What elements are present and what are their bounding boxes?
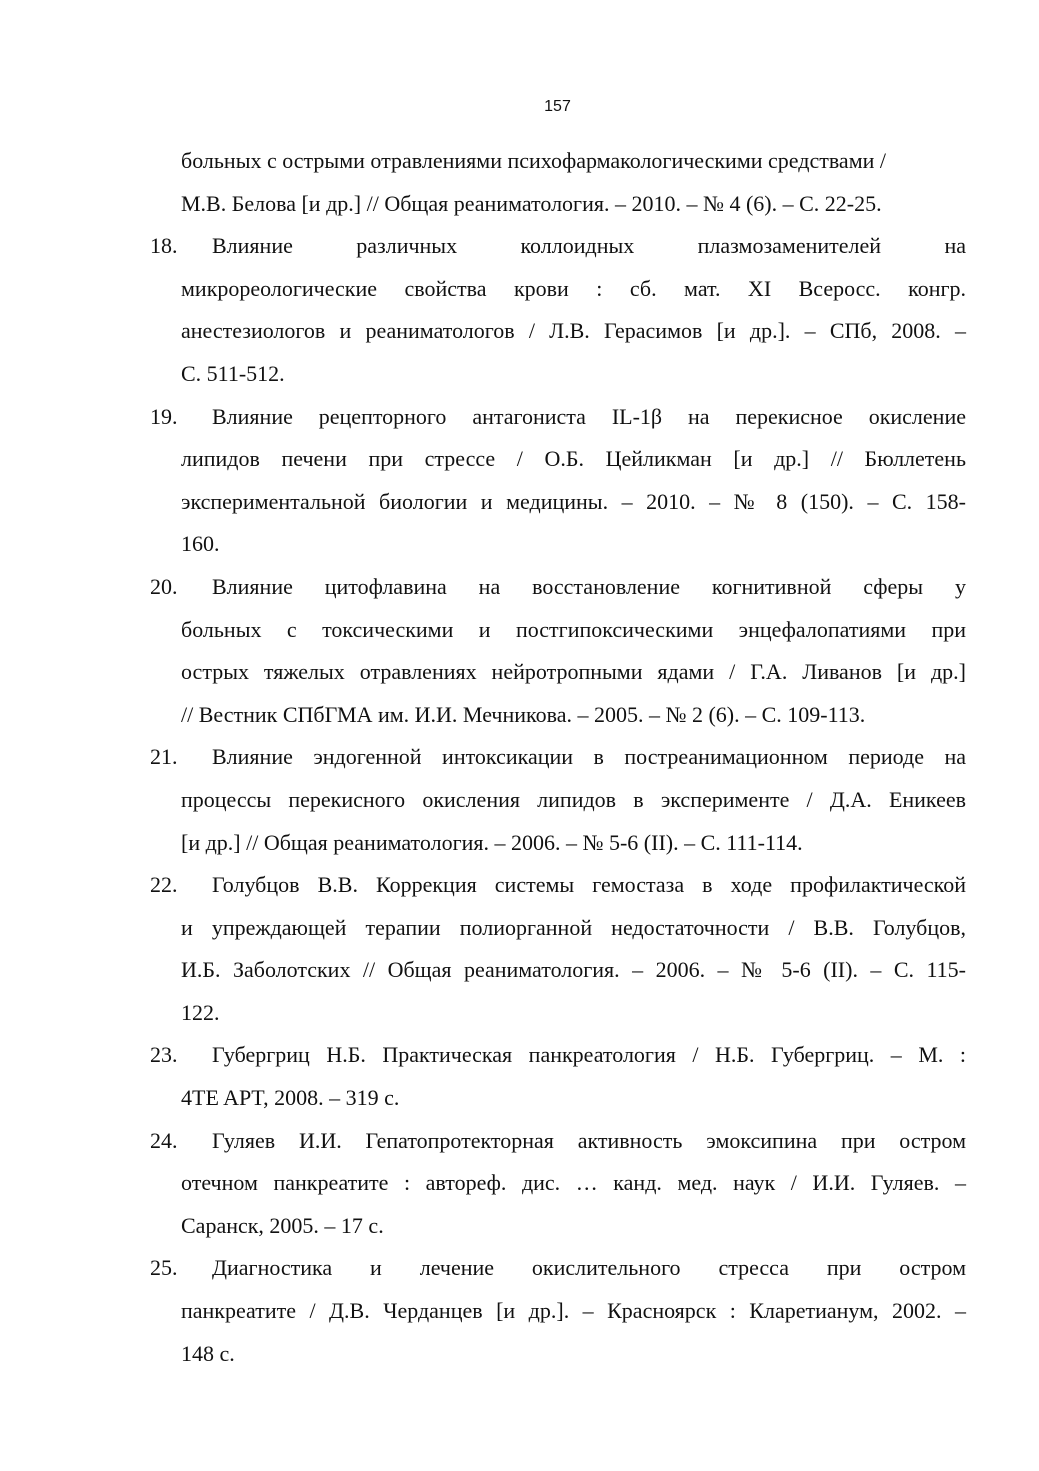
reference-text-line: Голубцов В.В. Коррекция системы гемостаза в ходе профилактической (212, 872, 966, 898)
reference-entry (150, 1120, 966, 1248)
continuation-line: М.В. Белова [и др.] // Общая реаниматология. – 2010. – № 4 (6). – С. 22-25. (181, 190, 882, 216)
reference-text-line: панкреатите / Д.В. Черданцев [и др.]. – Красноярск : Кларетианум, 2002. – (181, 1298, 966, 1324)
reference-number: 18. (150, 233, 178, 259)
reference-text-line: Влияние рецепторного антагониста IL-1β на перекисное окисление (212, 403, 966, 429)
reference-text-line: липидов печени при стрессе / О.Б. Цейликман [и др.] // Бюллетень (181, 446, 966, 472)
reference-number: 20. (150, 573, 178, 599)
page-number: 157 (544, 98, 571, 115)
reference-text-line: и упреждающей терапии полиорганной недостаточности / В.В. Голубцов, (181, 914, 966, 940)
reference-text-line: 160. (181, 531, 220, 557)
reference-number: 19. (150, 403, 178, 429)
reference-text-line: экспериментальной биологии и медицины. – 2010. – № 8 (150). – С. 158- (181, 488, 966, 514)
reference-text-line: 148 с. (181, 1340, 235, 1366)
reference-text-line: микрореологические свойства крови : сб. мат. XI Всеросс. конгр. (181, 275, 966, 301)
reference-entry (150, 566, 966, 736)
reference-text-line: Гуляев И.И. Гепатопротекторная активность эмоксипина при остром (212, 1127, 966, 1153)
reference-text-line: процессы перекисного окисления липидов в эксперименте / Д.А. Еникеев (181, 786, 966, 812)
reference-text-line: больных с токсическими и постгипоксическими энцефалопатиями при (181, 616, 966, 642)
reference-text-line: Саранск, 2005. – 17 с. (181, 1212, 384, 1238)
reference-text-line: 122. (181, 999, 220, 1025)
reference-number: 23. (150, 1042, 178, 1068)
reference-number: 25. (150, 1255, 178, 1281)
reference-text-line: отечном панкреатите : автореф. дис. … канд. мед. наук / И.И. Гуляев. – (181, 1170, 966, 1196)
reference-text-line: 4TE APT, 2008. – 319 с. (181, 1085, 400, 1111)
reference-text-line: Влияние различных коллоидных плазмозаменителей на (212, 233, 966, 259)
reference-number: 22. (150, 872, 178, 898)
reference-entry (150, 396, 966, 566)
reference-entry (150, 1247, 966, 1375)
reference-entry (150, 736, 966, 864)
reference-text-line: Губергриц Н.Б. Практическая панкреатология / Н.Б. Губергриц. – М. : (212, 1042, 966, 1068)
reference-text-line: Влияние цитофлавина на восстановление когнитивной сферы у (212, 573, 966, 599)
reference-entry (150, 225, 966, 395)
reference-text-line: Влияние эндогенной интоксикации в постреанимационном периоде на (212, 744, 966, 770)
reference-text-line: // Вестник СПбГМА им. И.И. Мечникова. – 2005. – № 2 (6). – С. 109-113. (181, 701, 866, 727)
reference-text-line: [и др.] // Общая реаниматология. – 2006. – № 5-6 (II). – С. 111-114. (181, 829, 803, 855)
reference-entry (150, 1034, 966, 1119)
reference-text-line: С. 511-512. (181, 360, 285, 386)
reference-text-line: анестезиологов и реаниматологов / Л.В. Герасимов [и др.]. – СПб, 2008. – (181, 318, 966, 344)
reference-text-line: Диагностика и лечение окислительного стресса при остром (212, 1255, 966, 1281)
reference-number: 24. (150, 1127, 178, 1153)
reference-text-line: острых тяжелых отравлениях нейротропными ядами / Г.А. Ливанов [и др.] (181, 659, 966, 685)
continuation-line: больных с острыми отравлениями психофармакологическими средствами / (181, 148, 886, 173)
reference-number: 21. (150, 744, 178, 770)
reference-list (150, 140, 966, 1375)
continuation-paragraph (150, 140, 966, 225)
reference-text-line: И.Б. Заболотских // Общая реаниматология. – 2006. – № 5-6 (II). – С. 115- (181, 957, 966, 983)
reference-entry (150, 864, 966, 1034)
